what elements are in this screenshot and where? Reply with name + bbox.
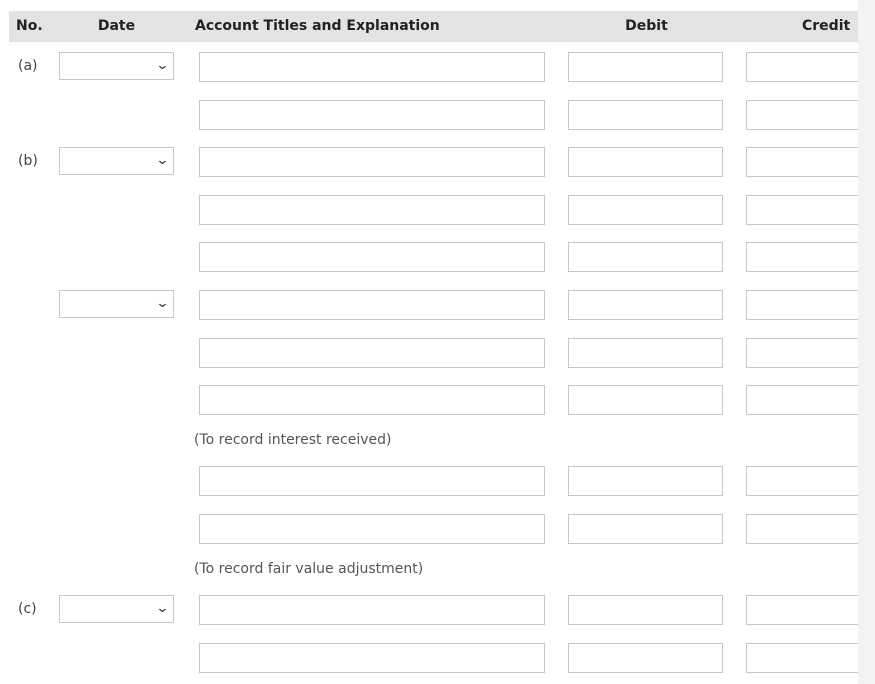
note-interest-received: (To record interest received) xyxy=(194,432,392,448)
credit-input[interactable] xyxy=(746,514,866,544)
credit-input[interactable] xyxy=(746,195,866,225)
account-title-input[interactable] xyxy=(199,595,545,625)
account-title-input[interactable] xyxy=(199,100,545,130)
entry-label-b: (b) xyxy=(18,153,38,169)
account-title-input[interactable] xyxy=(199,195,545,225)
header-date: Date xyxy=(97,18,136,34)
debit-input[interactable] xyxy=(568,466,723,496)
credit-input[interactable] xyxy=(746,338,866,368)
entry-label-c: (c) xyxy=(18,601,37,617)
credit-input[interactable] xyxy=(746,52,866,82)
header-account-titles: Account Titles and Explanation xyxy=(195,18,440,34)
debit-input[interactable] xyxy=(568,290,723,320)
debit-input[interactable] xyxy=(568,595,723,625)
credit-input[interactable] xyxy=(746,242,866,272)
journal-row xyxy=(0,52,845,82)
debit-input[interactable] xyxy=(568,195,723,225)
header-no: No. xyxy=(16,18,43,34)
debit-input[interactable] xyxy=(568,52,723,82)
note-fair-value-adjustment: (To record fair value adjustment) xyxy=(194,561,424,577)
journal-row xyxy=(0,595,845,625)
account-title-input[interactable] xyxy=(199,385,545,415)
journal-row xyxy=(0,100,845,130)
header-credit: Credit xyxy=(802,18,851,34)
credit-input[interactable] xyxy=(746,595,866,625)
scrollbar-track[interactable] xyxy=(858,0,875,684)
credit-input[interactable] xyxy=(746,466,866,496)
date-select[interactable] xyxy=(59,595,174,623)
date-select[interactable] xyxy=(59,147,174,175)
account-title-input[interactable] xyxy=(199,643,545,673)
journal-row xyxy=(0,290,845,320)
account-title-input[interactable] xyxy=(199,290,545,320)
chevron-down-icon: ⌄ xyxy=(155,601,170,616)
credit-input[interactable] xyxy=(746,100,866,130)
credit-input[interactable] xyxy=(746,290,866,320)
journal-row xyxy=(0,466,845,496)
journal-row xyxy=(0,643,845,673)
journal-row xyxy=(0,338,845,368)
account-title-input[interactable] xyxy=(199,338,545,368)
debit-input[interactable] xyxy=(568,385,723,415)
debit-input[interactable] xyxy=(568,514,723,544)
credit-input[interactable] xyxy=(746,147,866,177)
account-title-input[interactable] xyxy=(199,514,545,544)
account-title-input[interactable] xyxy=(199,466,545,496)
credit-input[interactable] xyxy=(746,643,866,673)
debit-input[interactable] xyxy=(568,242,723,272)
journal-row xyxy=(0,147,845,177)
journal-row xyxy=(0,385,845,415)
chevron-down-icon: ⌄ xyxy=(155,296,170,311)
chevron-down-icon: ⌄ xyxy=(155,58,170,73)
debit-input[interactable] xyxy=(568,643,723,673)
account-title-input[interactable] xyxy=(199,242,545,272)
debit-input[interactable] xyxy=(568,147,723,177)
date-select[interactable] xyxy=(59,290,174,318)
debit-input[interactable] xyxy=(568,338,723,368)
account-title-input[interactable] xyxy=(199,52,545,82)
date-select[interactable] xyxy=(59,52,174,80)
journal-row xyxy=(0,514,845,544)
chevron-down-icon: ⌄ xyxy=(155,153,170,168)
header-debit: Debit xyxy=(625,18,668,34)
table-header xyxy=(9,11,869,42)
credit-input[interactable] xyxy=(746,385,866,415)
entry-label-a: (a) xyxy=(18,58,38,74)
debit-input[interactable] xyxy=(568,100,723,130)
account-title-input[interactable] xyxy=(199,147,545,177)
journal-row xyxy=(0,195,845,225)
journal-row xyxy=(0,242,845,272)
